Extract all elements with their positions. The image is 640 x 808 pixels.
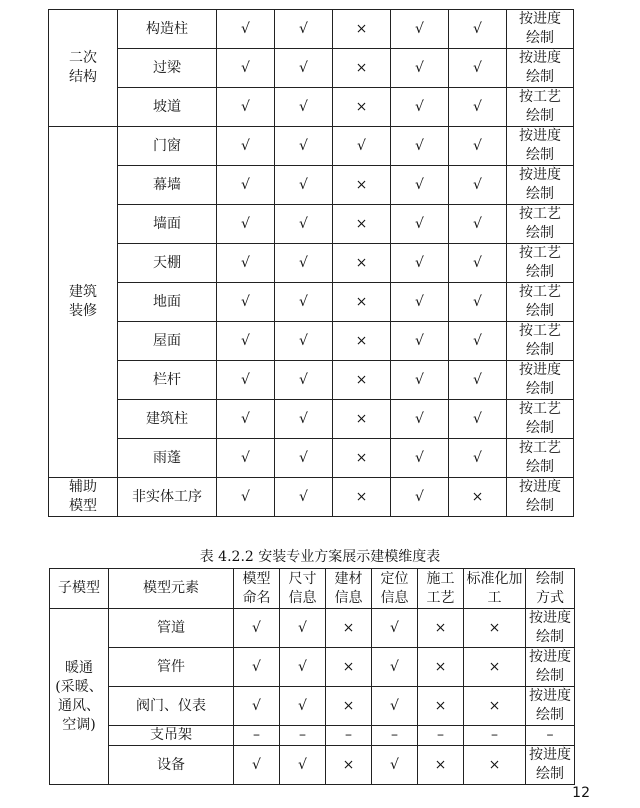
element-cell: 过梁 <box>118 49 217 88</box>
header-row <box>50 569 575 609</box>
mark-cell: √ <box>449 361 507 400</box>
element-cell: 雨蓬 <box>118 439 217 478</box>
group-cell: 暖通 (采暖、 通风、 空调) <box>50 609 109 785</box>
mark-cell: × <box>333 10 391 49</box>
method-cell: 按工艺 绘制 <box>507 88 574 127</box>
mark-cell: × <box>333 478 391 517</box>
mark-cell: × <box>333 49 391 88</box>
element-cell: 墙面 <box>118 205 217 244</box>
header-cell: 绘制 方式 <box>526 569 575 609</box>
group-cell: 二次 结构 <box>49 10 118 127</box>
table-row <box>49 10 574 49</box>
mark-cell: × <box>326 687 372 726</box>
mark-cell: √ <box>449 88 507 127</box>
table-row <box>49 283 574 322</box>
mark-cell: √ <box>449 166 507 205</box>
mark-cell: √ <box>449 127 507 166</box>
table-row <box>50 746 575 785</box>
mark-cell: √ <box>449 205 507 244</box>
element-cell: 门窗 <box>118 127 217 166</box>
mark-cell: √ <box>217 127 275 166</box>
mark-cell: × <box>326 746 372 785</box>
mark-cell: √ <box>391 283 449 322</box>
mark-cell: √ <box>217 10 275 49</box>
table-row <box>50 726 575 746</box>
mark-cell: × <box>333 322 391 361</box>
element-cell: 设备 <box>109 746 234 785</box>
mark-cell: √ <box>449 10 507 49</box>
mark-cell: √ <box>275 400 333 439</box>
mark-cell: √ <box>449 322 507 361</box>
mark-cell: √ <box>275 10 333 49</box>
method-cell: 按工艺 绘制 <box>507 439 574 478</box>
element-cell: 栏杆 <box>118 361 217 400</box>
method-cell: 按进度 绘制 <box>507 166 574 205</box>
mark-cell: × <box>333 88 391 127</box>
method-cell: 按进度 绘制 <box>507 127 574 166</box>
mark-cell: – <box>326 726 372 746</box>
method-cell: 按工艺 绘制 <box>507 322 574 361</box>
mark-cell: √ <box>234 746 280 785</box>
mark-cell: √ <box>391 88 449 127</box>
table-row <box>50 687 575 726</box>
method-cell: 按进度 绘制 <box>507 478 574 517</box>
mark-cell: √ <box>449 400 507 439</box>
method-cell: – <box>526 726 575 746</box>
mark-cell: √ <box>217 88 275 127</box>
method-cell: 按进度 绘制 <box>526 746 575 785</box>
table-row <box>50 609 575 648</box>
mark-cell: – <box>280 726 326 746</box>
element-cell: 坡道 <box>118 88 217 127</box>
installation-model-table <box>49 568 575 785</box>
mark-cell: √ <box>275 439 333 478</box>
mark-cell: √ <box>372 746 418 785</box>
mark-cell: × <box>333 439 391 478</box>
mark-cell: × <box>418 746 464 785</box>
mark-cell: √ <box>449 283 507 322</box>
mark-cell: √ <box>275 478 333 517</box>
mark-cell: – <box>372 726 418 746</box>
mark-cell: √ <box>391 205 449 244</box>
mark-cell: × <box>418 648 464 687</box>
method-cell: 按进度 绘制 <box>526 648 575 687</box>
table-row <box>49 361 574 400</box>
method-cell: 按工艺 绘制 <box>507 400 574 439</box>
table-row <box>49 244 574 283</box>
mark-cell: √ <box>275 322 333 361</box>
mark-cell: √ <box>275 166 333 205</box>
mark-cell: √ <box>217 322 275 361</box>
mark-cell: – <box>464 726 526 746</box>
mark-cell: √ <box>280 609 326 648</box>
mark-cell: × <box>418 609 464 648</box>
mark-cell: √ <box>372 609 418 648</box>
mark-cell: √ <box>217 283 275 322</box>
mark-cell: √ <box>280 648 326 687</box>
mark-cell: √ <box>217 400 275 439</box>
header-cell: 模型 命名 <box>234 569 280 609</box>
group-cell: 辅助 模型 <box>49 478 118 517</box>
mark-cell: √ <box>391 10 449 49</box>
mark-cell: √ <box>391 127 449 166</box>
mark-cell: √ <box>391 361 449 400</box>
mark-cell: × <box>333 244 391 283</box>
mark-cell: × <box>326 609 372 648</box>
element-cell: 幕墙 <box>118 166 217 205</box>
page-number: 12 <box>572 785 590 801</box>
element-cell: 天棚 <box>118 244 217 283</box>
method-cell: 按进度 绘制 <box>507 49 574 88</box>
mark-cell: √ <box>372 687 418 726</box>
building-model-table <box>48 9 574 517</box>
mark-cell: √ <box>217 244 275 283</box>
mark-cell: √ <box>217 49 275 88</box>
element-cell: 建筑柱 <box>118 400 217 439</box>
mark-cell: √ <box>275 49 333 88</box>
mark-cell: √ <box>234 648 280 687</box>
header-cell: 模型元素 <box>109 569 234 609</box>
mark-cell: √ <box>391 400 449 439</box>
header-cell: 定位 信息 <box>372 569 418 609</box>
mark-cell: √ <box>217 478 275 517</box>
mark-cell: √ <box>234 609 280 648</box>
mark-cell: × <box>333 166 391 205</box>
mark-cell: √ <box>217 361 275 400</box>
mark-cell: × <box>333 205 391 244</box>
method-cell: 按进度 绘制 <box>507 10 574 49</box>
mark-cell: √ <box>449 439 507 478</box>
element-cell: 管件 <box>109 648 234 687</box>
method-cell: 按工艺 绘制 <box>507 244 574 283</box>
mark-cell: × <box>418 687 464 726</box>
header-cell: 标准化加 工 <box>464 569 526 609</box>
mark-cell: √ <box>449 49 507 88</box>
element-cell: 地面 <box>118 283 217 322</box>
header-cell: 建材 信息 <box>326 569 372 609</box>
mark-cell: × <box>326 648 372 687</box>
table-row <box>49 439 574 478</box>
mark-cell: √ <box>217 166 275 205</box>
mark-cell: × <box>333 361 391 400</box>
element-cell: 构造柱 <box>118 10 217 49</box>
mark-cell: – <box>418 726 464 746</box>
table-row <box>49 127 574 166</box>
mark-cell: √ <box>391 439 449 478</box>
table-row <box>49 400 574 439</box>
mark-cell: × <box>464 746 526 785</box>
mark-cell: √ <box>280 746 326 785</box>
mark-cell: × <box>464 687 526 726</box>
mark-cell: √ <box>280 687 326 726</box>
mark-cell: √ <box>275 361 333 400</box>
mark-cell: √ <box>275 283 333 322</box>
mark-cell: × <box>464 648 526 687</box>
mark-cell: √ <box>372 648 418 687</box>
header-cell: 施工 工艺 <box>418 569 464 609</box>
table-row <box>49 88 574 127</box>
mark-cell: √ <box>275 127 333 166</box>
mark-cell: √ <box>449 244 507 283</box>
table-row <box>49 166 574 205</box>
mark-cell: √ <box>333 127 391 166</box>
table-row <box>49 322 574 361</box>
element-cell: 阀门、仪表 <box>109 687 234 726</box>
table-row <box>49 478 574 517</box>
method-cell: 按工艺 绘制 <box>507 205 574 244</box>
element-cell: 支吊架 <box>109 726 234 746</box>
method-cell: 按进度 绘制 <box>526 609 575 648</box>
mark-cell: × <box>449 478 507 517</box>
mark-cell: √ <box>217 205 275 244</box>
method-cell: 按进度 绘制 <box>526 687 575 726</box>
table-row <box>49 205 574 244</box>
element-cell: 管道 <box>109 609 234 648</box>
mark-cell: √ <box>275 244 333 283</box>
header-cell: 尺寸 信息 <box>280 569 326 609</box>
mark-cell: √ <box>391 322 449 361</box>
element-cell: 屋面 <box>118 322 217 361</box>
mark-cell: √ <box>217 439 275 478</box>
table-caption: 表 4.2.2 安装专业方案展示建模维度表 <box>199 549 441 565</box>
method-cell: 按工艺 绘制 <box>507 283 574 322</box>
table-row <box>49 49 574 88</box>
mark-cell: √ <box>391 49 449 88</box>
mark-cell: √ <box>391 244 449 283</box>
table-row <box>50 648 575 687</box>
element-cell: 非实体工序 <box>118 478 217 517</box>
mark-cell: × <box>333 400 391 439</box>
mark-cell: √ <box>391 166 449 205</box>
header-cell: 子模型 <box>50 569 109 609</box>
method-cell: 按进度 绘制 <box>507 361 574 400</box>
mark-cell: √ <box>391 478 449 517</box>
mark-cell: × <box>333 283 391 322</box>
group-cell: 建筑 装修 <box>49 127 118 478</box>
mark-cell: √ <box>275 88 333 127</box>
mark-cell: √ <box>275 205 333 244</box>
mark-cell: – <box>234 726 280 746</box>
mark-cell: √ <box>234 687 280 726</box>
mark-cell: × <box>464 609 526 648</box>
